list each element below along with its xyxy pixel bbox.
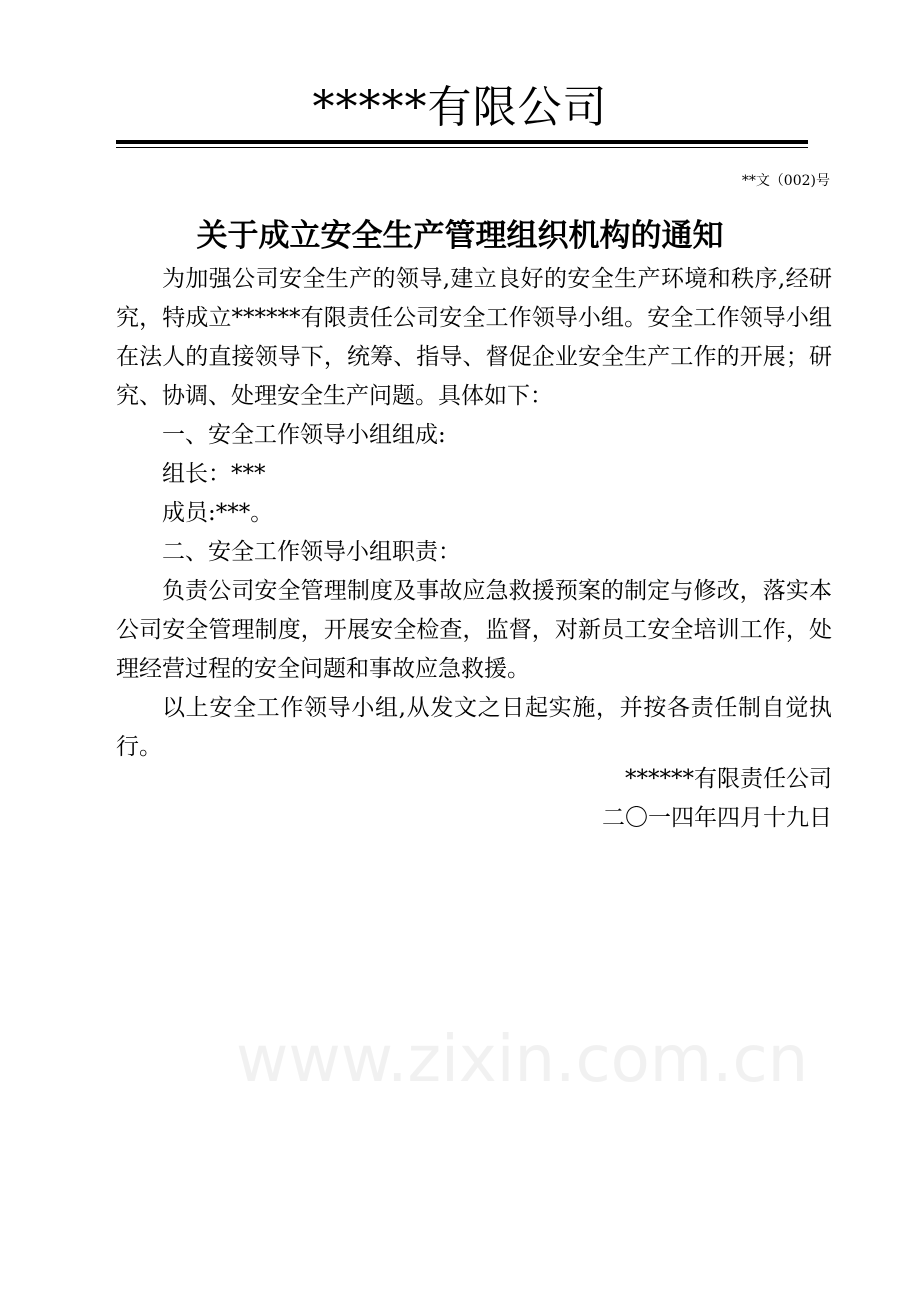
notice-title: 关于成立安全生产管理组织机构的通知: [196, 218, 724, 254]
header-rule-thin: [116, 147, 808, 148]
document-number: **文（002)号: [741, 173, 830, 189]
signature-date: 二〇一四年四月十九日: [602, 805, 832, 831]
paragraph-duties: 负责公司安全管理制度及事故应急救援预案的制定与修改，落实本公司安全管理制度，开展安全检查，监督，对新员工安全培训工作，处理经营过程的安全问题和事故应急救援。: [116, 578, 832, 682]
paragraph-leader: 组长：***: [162, 461, 266, 487]
header-rule-thick: [116, 140, 808, 144]
paragraph-section-two-heading: 二、安全工作领导小组职责：: [162, 539, 461, 565]
signature-company: ******有限责任公司: [625, 766, 832, 792]
watermark: www.zixin.com.cn: [236, 1023, 809, 1097]
paragraph-members: 成员:***。: [162, 500, 274, 526]
paragraph-intro: 为加强公司安全生产的领导,建立良好的安全生产环境和秩序,经研究，特成立******有限责任公司安全工作领导小组。安全工作领导小组在法人的直接领导下，统筹、指导、督促企业安全生产工作的开展；研究、协调、处理安全生产问题。具体如下：: [116, 266, 832, 409]
notice-body: [116, 260, 832, 767]
company-title: *****有限公司: [312, 82, 608, 133]
paragraph-closing: 以上安全工作领导小组,从发文之日起实施，并按各责任制自觉执行。: [116, 695, 832, 760]
paragraph-section-one-heading: 一、安全工作领导小组组成:: [162, 422, 446, 448]
